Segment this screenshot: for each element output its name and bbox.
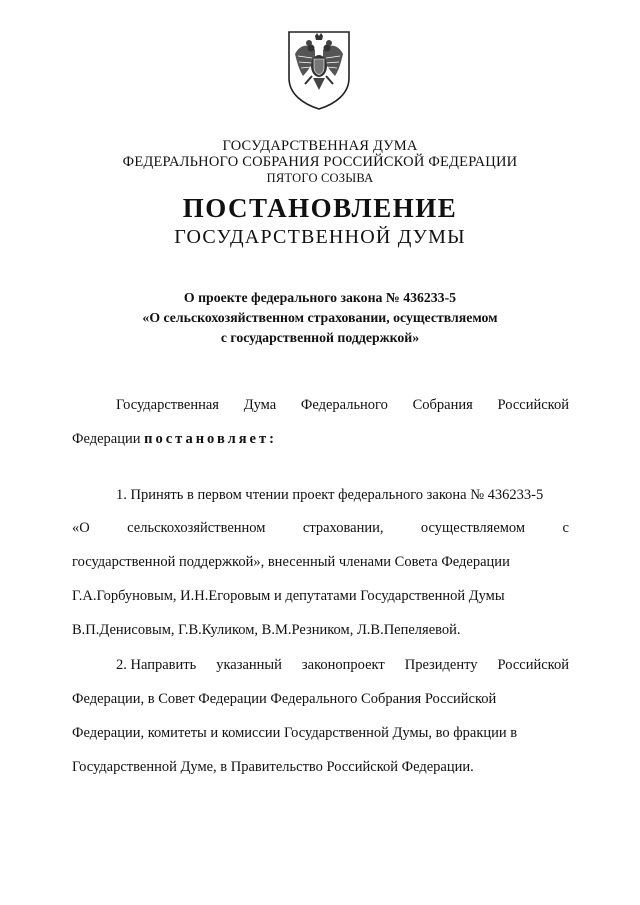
item2-line-1: 2. Направить указанный законопроект Президенту Российской xyxy=(116,657,569,673)
decree-word: постановляет: xyxy=(144,431,277,447)
item1-line-4: Г.А.Горбуновым, И.Н.Егоровым и депутатами Государственной Думы xyxy=(72,588,505,604)
item2-line-4: Государственной Думе, в Правительство Российской Федерации. xyxy=(72,759,474,775)
item2-line-3: Федерации, комитеты и комиссии Государственной Думы, во фракции в xyxy=(72,725,518,741)
item1-line-2: «О сельскохозяйственном страховании, осуществляемом с xyxy=(72,520,569,536)
item1-line-1: 1. Принять в первом чтении проект федерального закона № 436233-5 xyxy=(116,487,544,503)
org-name-line-1: ГОСУДАРСТВЕННАЯ ДУМА xyxy=(222,138,418,154)
org-name-line-2: ФЕДЕРАЛЬНОГО СОБРАНИЯ РОССИЙСКОЙ ФЕДЕРАЦИИ xyxy=(122,154,518,170)
preamble-line-2: Федерации постановляет: xyxy=(72,431,277,447)
item1-line-5: В.П.Денисовым, Г.В.Куликом, В.М.Резником, Л.В.Пепеляевой. xyxy=(72,622,461,638)
convocation-line: ПЯТОГО СОЗЫВА xyxy=(266,171,374,185)
item1-line-3: государственной поддержкой», внесенный членами Совета Федерации xyxy=(72,554,510,570)
coat-of-arms-emblem xyxy=(285,28,353,112)
preamble-line-1: Государственная Дума Федерального Собрания Российской xyxy=(116,397,569,413)
subject-line-1: О проекте федерального закона № 436233-5 xyxy=(183,290,457,305)
document-subtitle: ГОСУДАРСТВЕННОЙ ДУМЫ xyxy=(174,226,466,248)
document-title: ПОСТАНОВЛЕНИЕ xyxy=(182,193,458,223)
item2-line-2: Федерации, в Совет Федерации Федерального Собрания Российской xyxy=(72,691,497,707)
subject-line-2: «О сельскохозяйственном страховании, осуществляемом xyxy=(142,310,498,325)
subject-line-3: с государственной поддержкой» xyxy=(220,330,420,345)
